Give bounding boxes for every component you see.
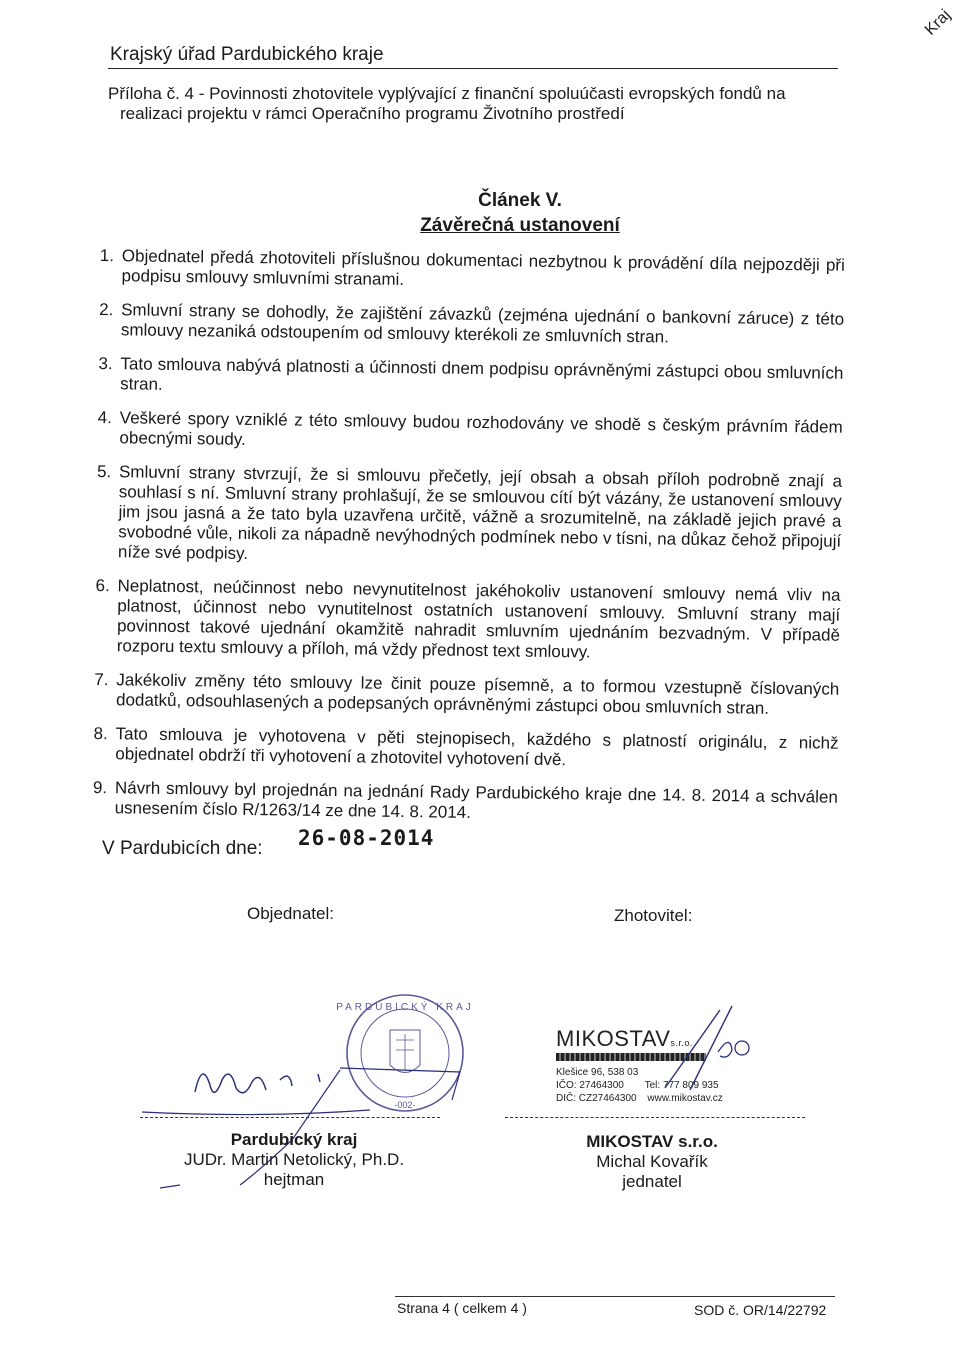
- stamp-address: Klešice 96, 538 03: [556, 1067, 639, 1078]
- clause-item: [99, 300, 844, 350]
- stamp-ico-text: IČO: 27464300: [556, 1080, 624, 1091]
- client-title: hejtman: [263, 1170, 325, 1189]
- clause-item: [95, 576, 841, 666]
- clause-number: 4.: [97, 407, 113, 428]
- client-signatory: [174, 1130, 414, 1190]
- corner-mark: Kraj: [921, 6, 954, 39]
- annex-title-line1: Příloha č. 4 - Povinnosti zhotovitele vyplývající z finanční spoluúčasti evropských fondů na: [108, 84, 786, 103]
- clause-text: Objednatel předá zhotoviteli příslušnou dokumentaci nezbytnou k provádění díla nejpozději při podpisu smlouvy smluvními stranami.: [121, 246, 845, 289]
- contractor-signatory: [532, 1132, 772, 1192]
- client-org: Pardubický kraj: [230, 1130, 358, 1149]
- clause-item: [99, 246, 844, 296]
- seal-number: -002-: [394, 1100, 416, 1110]
- contractor-title: jednatel: [622, 1172, 682, 1191]
- clause-number: 9.: [92, 777, 108, 798]
- contractor-signature: [660, 1000, 790, 1100]
- client-role-label: Objednatel:: [247, 904, 334, 923]
- footer-divider: [395, 1296, 835, 1297]
- stamp-web: www.mikostav.cz: [647, 1093, 723, 1104]
- office-name: Krajský úřad Pardubického kraje: [110, 44, 384, 65]
- clause-item: [94, 670, 839, 720]
- header-divider: [108, 68, 838, 69]
- clause-number: 8.: [93, 723, 108, 744]
- contractor-org: MIKOSTAV s.r.o.: [586, 1132, 718, 1151]
- clause-text: Smluvní strany se dohodly, že zajištění závazků (zejména ujednání o bankovní záruce) z této smlouvy nezaniká odstoupením od smlouvy kterékoli ze smluvních stran.: [120, 300, 845, 347]
- clause-item: [97, 408, 842, 458]
- clause-text: Tato smlouva je vyhotovena v pěti stejnopisech, každého s platností originálu, z nichž objednatel obdrží tři vyhotovení a zhotovitel vyhotovení dvě.: [115, 724, 839, 770]
- client-name: JUDr. Martin Netolický, Ph.D.: [183, 1150, 405, 1169]
- clause-text: Smluvní strany stvrzují, že si smlouvu přečetly, její obsah a obsah příloh podrobně znají a souhlasí s ní. Smluvní strany prohlašují, že se smlouvou cítí být vázány, že ustanovení smlouvy jim jsou jasná a že tato byla uzavřena určitě, vážně a srozumitelně, na základě jejich pravé a svobodné vůle, nikoli za nápadně nevýhodných podmínek nebo v tísni, na důkaz čehož připojují níže své podpisy.: [117, 462, 843, 563]
- footer-page: Strana 4 ( celkem 4 ): [397, 1300, 527, 1316]
- clause-text: Veškeré spory vzniklé z této smlouvy budou rozhodovány ve shodě s českým právním řádem obecnými soudy.: [119, 408, 843, 449]
- clause-text: Tato smlouva nabývá platnosti a účinnosti dnem podpisu oprávněnými zástupci obou smluvních stran.: [120, 354, 844, 394]
- annex-title-line2: realizaci projektu v rámci Operačního programu Životního prostředí: [120, 104, 625, 123]
- stamp-phone: Tel: 777 809 935: [644, 1080, 719, 1091]
- clause-number: 3.: [98, 353, 113, 374]
- clause-text: Neplatnost, neúčinnost nebo nevynutitelnost jakéhokoliv ustanovení smlouvy nemá vliv na platnost, účinnost nebo vynutitelnost ostatních ustanovení smlouvy. Smluvní strany mají povinnost takové ujednání okamžitě nahradit smluvním ujednáním bezvadným. V případě rozporu textu smlouvy a příloh, má vždy přednost text smlouvy.: [116, 576, 841, 662]
- contractor-role-label: Zhotovitel:: [614, 906, 693, 925]
- signing-place: V Pardubicích dne:: [102, 838, 263, 859]
- contractor-name: Michal Kovařík: [596, 1152, 708, 1171]
- seal-text: PARDUBICKÝ KRAJ: [336, 1002, 474, 1013]
- article-title: Závěrečná ustanovení: [420, 215, 620, 236]
- clause-text: Jakékoliv změny této smlouvy lze činit pouze písemně, a to formou vzestupně číslovaných dodatků, odsouhlasených a podepsaných oprávněnými zástupci obou smluvních stran.: [115, 670, 840, 718]
- clause-text: Návrh smlouvy byl projednán na jednání Rady Pardubického kraje dne 14. 8. 2014 a schválen usnesením číslo R/1263/14 ze dne 14. 8. 2014.: [114, 778, 838, 822]
- clause-number: 5.: [96, 461, 112, 482]
- article-number: Článek V.: [478, 190, 562, 211]
- clause-number: 7.: [94, 669, 109, 690]
- signing-date-handwritten: 26-08-2014: [298, 826, 435, 850]
- contractor-signature-line: [505, 1117, 805, 1118]
- clause-number: 1.: [99, 246, 115, 266]
- footer-reference: SOD č. OR/14/22792: [694, 1302, 827, 1318]
- stamp-logo-suffix: s.r.o.: [670, 1038, 693, 1048]
- clause-item: [93, 778, 838, 828]
- annex-title: [108, 84, 853, 124]
- stamp-logo-text: MIKOSTAV: [556, 1026, 671, 1051]
- clause-number: 6.: [95, 575, 110, 596]
- stamp-dic-text: DIČ: CZ27464300: [556, 1093, 637, 1104]
- clause-item: [98, 354, 843, 404]
- clause-number: 2.: [99, 299, 114, 320]
- clause-item: [93, 724, 838, 774]
- clause-list: [92, 246, 845, 842]
- clause-item: [96, 462, 842, 572]
- client-signature-line: [140, 1117, 440, 1118]
